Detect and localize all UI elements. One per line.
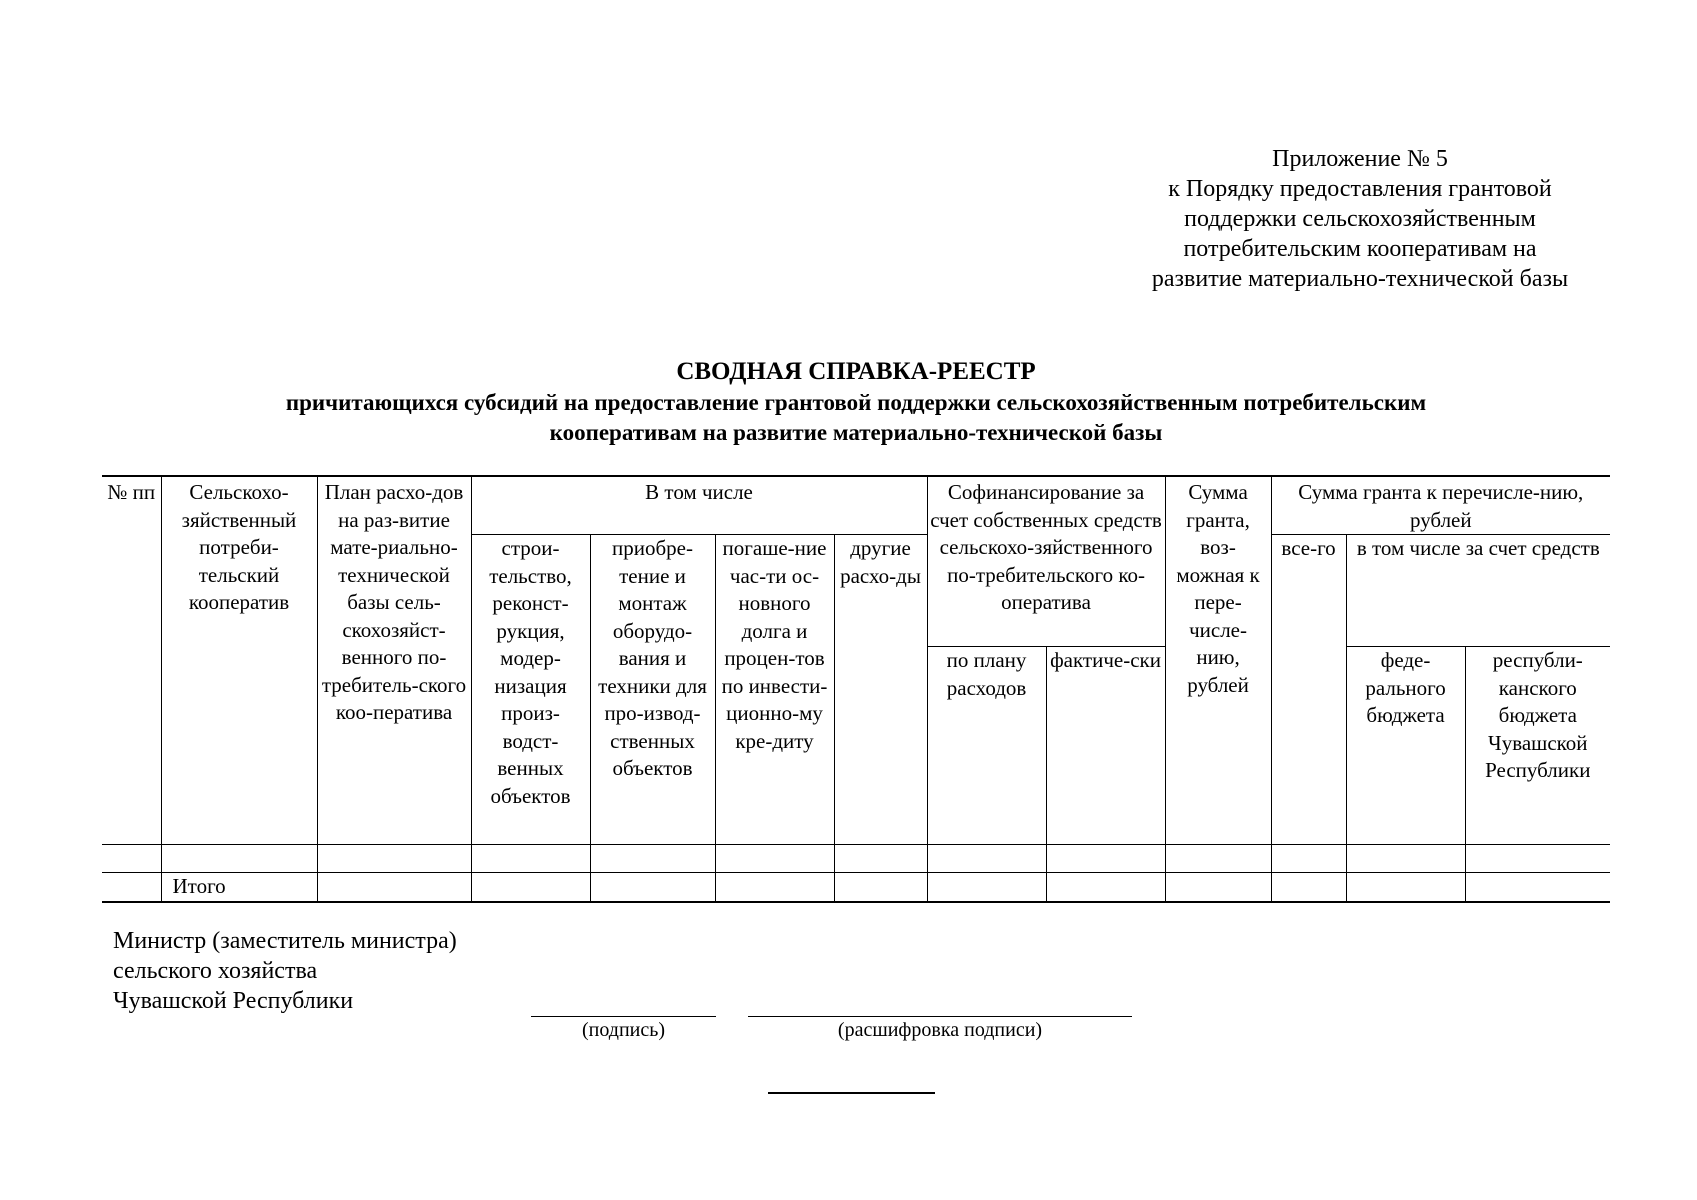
signature-caption: (подпись) [581,1019,666,1041]
table-cell [1046,873,1165,902]
header-group-cofinancing: Софинансирование за счет собственных средств сельскохо-зяйственного по-требительского ко-оператива [927,476,1165,647]
table-cell [1465,873,1610,902]
signer-line: Министр (заместитель министра) [113,928,457,954]
title-main: СВОДНАЯ СПРАВКА-РЕЕСТР [676,358,1036,385]
header-by-plan: по плану расходов [927,647,1046,845]
header-group-grant-transfer: Сумма гранта к перечисле-нию, рублей [1271,476,1610,535]
table-cell [1465,845,1610,873]
signature-decode-caption: (расшифровка подписи) [837,1019,1043,1041]
header-construction: строи-тельство, реконст-рукция, модер-низация произ-водст-венных объектов [471,535,590,845]
header-row-number: № пп [102,476,161,845]
header-group-from-funds: в том числе за счет средств [1346,535,1610,647]
header-expense-plan: План расхо-дов на раз-витие мате-риально-технической базы сель-скохозяйст-венного по-требитель-ского коо-ператива [317,476,471,845]
header-republic-budget: республи-канского бюджета Чувашской Республики [1465,647,1610,845]
table-cell [1046,845,1165,873]
table-cell [102,845,161,873]
appendix-line: Приложение № 5 [1272,146,1448,172]
table-cell [1346,845,1465,873]
table-cell [715,873,834,902]
end-rule [768,1092,935,1094]
table-cell [1271,873,1346,902]
table-cell [927,873,1046,902]
table-cell [471,873,590,902]
table-cell [1165,873,1271,902]
appendix-line: потребительским кооперативам на [1183,236,1537,262]
signer-title [113,926,457,1016]
appendix-note [1100,144,1620,294]
registry-table [102,475,1610,903]
table-cell [317,873,471,902]
title-subtitle-line: кооперативам на развитие материально-технической базы [549,420,1163,445]
table-cell [1165,845,1271,873]
table-row [102,845,1610,873]
table-cell [590,845,715,873]
header-cooperative: Сельскохо-зяйственный потреби-тельский кооператив [161,476,317,845]
header-actual: фактиче-ски [1046,647,1165,845]
table-cell [834,845,927,873]
header-equipment: приобре-тение и монтаж оборудо-вания и техники для про-извод-ственных объектов [590,535,715,845]
header-group-including: В том числе [471,476,927,535]
table-cell [1346,873,1465,902]
table-cell [1271,845,1346,873]
table-cell [102,873,161,902]
table-cell [715,845,834,873]
total-row [102,873,1610,902]
header-grant-possible: Сумма гранта, воз-можная к пере-числе-нию, рублей [1165,476,1271,845]
table-cell [471,845,590,873]
table-cell [590,873,715,902]
signature-line [531,1016,716,1017]
header-federal-budget: феде-рального бюджета [1346,647,1465,845]
appendix-line: к Порядку предоставления грантовой [1168,176,1552,202]
table-cell [317,845,471,873]
signer-line: Чувашской Республики [113,988,354,1014]
table-cell [834,873,927,902]
table-cell [927,845,1046,873]
table-cell [161,845,317,873]
signature-decode-line [748,1016,1132,1017]
header-loan-repayment: погаше-ние час-ти ос-новного долга и процен-тов по инвести-ционно-му кре-диту [715,535,834,845]
document-title [102,356,1610,448]
title-subtitle-line: причитающихся субсидий на предоставление грантовой поддержки сельскохозяйственным потребительским [285,390,1427,415]
header-grant-total: все-го [1271,535,1346,845]
appendix-line: поддержки сельскохозяйственным [1184,206,1536,232]
header-other-expenses: другие расхо-ды [834,535,927,845]
signer-line: сельского хозяйства [113,958,318,984]
total-label: Итого [161,873,317,902]
appendix-line: развитие материально-технической базы [1151,266,1569,292]
